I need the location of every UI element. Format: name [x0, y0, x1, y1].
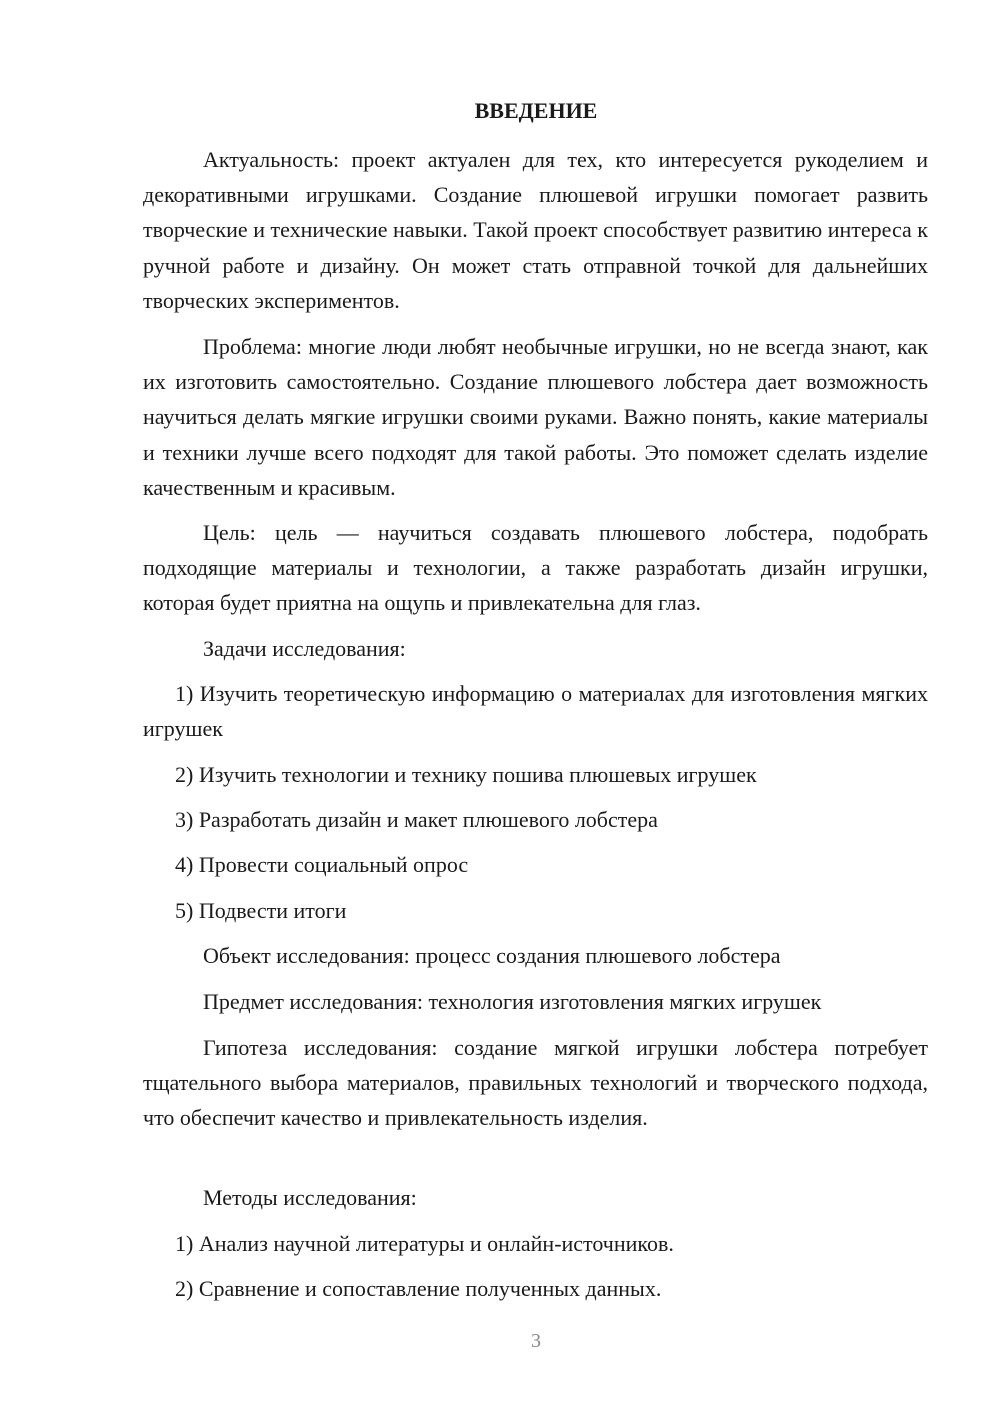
problem-paragraph: Проблема: многие люди любят необычные игрушки, но не всегда знают, как их изготовить самостоятельно. Создание плюшевого лобстера дает возможность научиться делать мягкие игрушки своими руками. Важно понять, какие материалы и техники лучше всего подходят для такой работы. Это поможет сделать изделие качественным и красивым.	[143, 334, 928, 500]
methods-heading: Методы исследования:	[203, 1185, 417, 1210]
object-paragraph: Объект исследования: процесс создания плюшевого лобстера	[203, 943, 781, 968]
subject-paragraph: Предмет исследования: технология изготовления мягких игрушек	[203, 989, 822, 1014]
tasks-heading: Задачи исследования:	[203, 636, 406, 661]
page-number: 3	[531, 1330, 541, 1352]
task-item-4: 4) Провести социальный опрос	[175, 852, 469, 877]
hypothesis-paragraph: Гипотеза исследования: создание мягкой игрушки лобстера потребует тщательного выбора материалов, правильных технологий и творческого подхода, что обеспечит качество и привлекательность изделия.	[143, 1035, 928, 1131]
task-item-3: 3) Разработать дизайн и макет плюшевого лобстера	[175, 807, 658, 832]
relevance-paragraph: Актуальность: проект актуален для тех, кто интересуется рукоделием и декоративными игрушками. Создание плюшевой игрушки помогает развить творческие и технические навыки. Такой проект способствует развитию интереса к ручной работе и дизайну. Он может стать отправной точкой для дальнейших творческих экспериментов.	[143, 147, 928, 313]
task-item-2: 2) Изучить технологии и технику пошива плюшевых игрушек	[175, 762, 757, 787]
task-item-5: 5) Подвести итоги	[175, 898, 347, 923]
page-title: ВВЕДЕНИЕ	[474, 98, 598, 123]
method-item-2: 2) Сравнение и сопоставление полученных данных.	[175, 1276, 662, 1301]
goal-paragraph: Цель: цель — научиться создавать плюшевого лобстера, подобрать подходящие материалы и технологии, а также разработать дизайн игрушки, которая будет приятна на ощупь и привлекательна для глаз.	[143, 520, 928, 616]
method-item-1: 1) Анализ научной литературы и онлайн-источников.	[175, 1231, 674, 1256]
task-item-1: 1) Изучить теоретическую информацию о материалах для изготовления мягких игрушек	[143, 681, 928, 742]
